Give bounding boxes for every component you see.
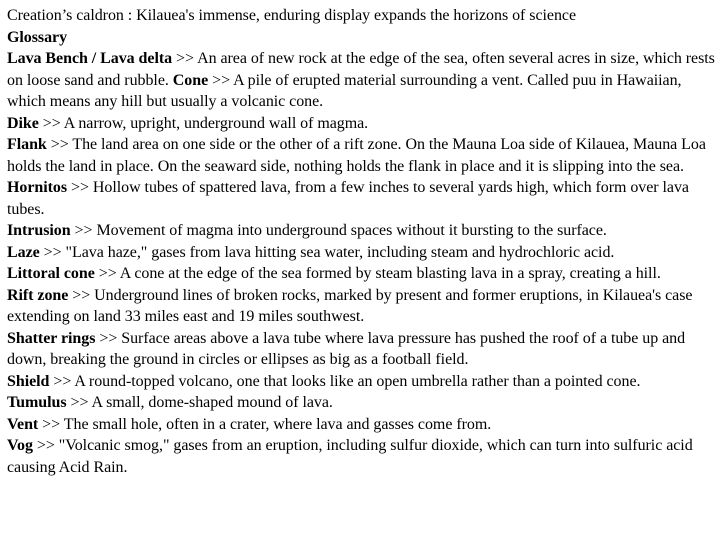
term-separator: >> (67, 179, 93, 196)
glossary-definition: A round-topped volcano, one that looks like an open umbrella rather than a pointed cone. (74, 372, 641, 390)
glossary-term: Shatter rings (7, 329, 96, 347)
glossary-entry-laze (7, 242, 715, 264)
glossary-term: Flank (7, 136, 47, 153)
glossary-definition: A small, dome-shaped mound of lava. (91, 394, 333, 411)
glossary-entry-flank (7, 134, 715, 177)
glossary-definition: "Lava haze," gases from lava hitting sea water, including steam and hydrochloric acid. (65, 243, 615, 261)
glossary-entry-rift-zone (7, 285, 715, 328)
term-separator: >> (49, 372, 75, 390)
glossary-definition: Underground lines of broken rocks, marked by present and former eruptions, in Kilauea's case extending on land 33 miles east and 19 miles southwest. (7, 286, 693, 325)
glossary-term: Laze (7, 243, 40, 261)
glossary-entry-intrusion (7, 220, 715, 242)
glossary-term: Littoral cone (7, 265, 95, 282)
glossary-entry-tumulus (7, 392, 715, 414)
glossary-definition: A narrow, upright, underground wall of magma. (63, 114, 369, 132)
term-separator: >> (70, 222, 97, 239)
term-separator: >> (38, 415, 64, 433)
glossary-definition: Hollow tubes of spattered lava, from a few inches to several yards high, which form over lava tubes. (7, 179, 689, 218)
glossary-definition: An area of new rock at the edge of the sea, often several acres in size, which rests on loose sand and rubble. (7, 50, 715, 89)
glossary-definition: Surface areas above a lava tube where lava pressure has pushed the roof of a tube up and down, breaking the ground in circles or ellipses as big as a football field. (7, 329, 686, 368)
glossary-definition: Movement of magma into underground spaces without it bursting to the surface. (96, 222, 607, 239)
term-separator: >> (38, 114, 64, 132)
glossary-entry-littoral-cone (7, 263, 715, 285)
glossary-definition: A pile of erupted material surrounding a vent. Called puu in Hawaiian, which means any hill but usually a volcanic cone. (7, 71, 682, 110)
term-separator: >> (66, 394, 92, 411)
glossary-entry-shatter-rings (7, 328, 715, 371)
glossary-entry-dike (7, 113, 715, 135)
term-separator: >> (68, 286, 95, 304)
glossary-definition: The land area on one side or the other of a rift zone. On the Mauna Loa side of Kilauea, Mauna Loa holds the land in place. On the seaward side, nothing holds the flank in place and it is slipping into the sea. (7, 136, 706, 175)
term-separator: >> (39, 243, 66, 261)
term-separator: >> (94, 265, 120, 282)
glossary-entry-shield (7, 371, 715, 393)
glossary-definition: "Volcanic smog," gases from an eruption, including sulfur dioxide, which can turn into sulfuric acid causing Acid Rain. (7, 437, 693, 476)
glossary-term: Dike (7, 114, 39, 132)
term-separator: >> (46, 136, 73, 153)
glossary-term: Tumulus (7, 394, 67, 411)
glossary-entry-vent (7, 414, 715, 436)
page-title: Creation’s caldron : Kilauea's immense, enduring display expands the horizons of science (7, 7, 576, 24)
glossary-heading: Glossary (7, 28, 68, 46)
glossary-term: Intrusion (7, 222, 71, 239)
term-separator: >> (95, 329, 122, 347)
glossary-term: Shield (7, 372, 50, 390)
glossary-term: Lava Bench / Lava delta (7, 50, 173, 67)
glossary-entry-lava-bench-and-cone (7, 48, 715, 113)
glossary-definition: A cone at the edge of the sea formed by steam blasting lava in a spray, creating a hill. (119, 265, 661, 282)
term-separator: >> (208, 71, 234, 89)
glossary-definition: The small hole, often in a crater, where lava and gasses come from. (63, 415, 492, 433)
glossary-term: Vent (7, 415, 39, 433)
glossary-document (7, 0, 715, 478)
term-separator: >> (32, 437, 59, 454)
glossary-entry-vog (7, 435, 715, 478)
glossary-term: Vog (7, 437, 33, 454)
glossary-term: Hornitos (7, 179, 68, 196)
term-separator: >> (172, 50, 198, 67)
glossary-term: Rift zone (7, 286, 69, 304)
glossary-entry-hornitos (7, 177, 715, 220)
glossary-term: Cone (172, 71, 209, 89)
